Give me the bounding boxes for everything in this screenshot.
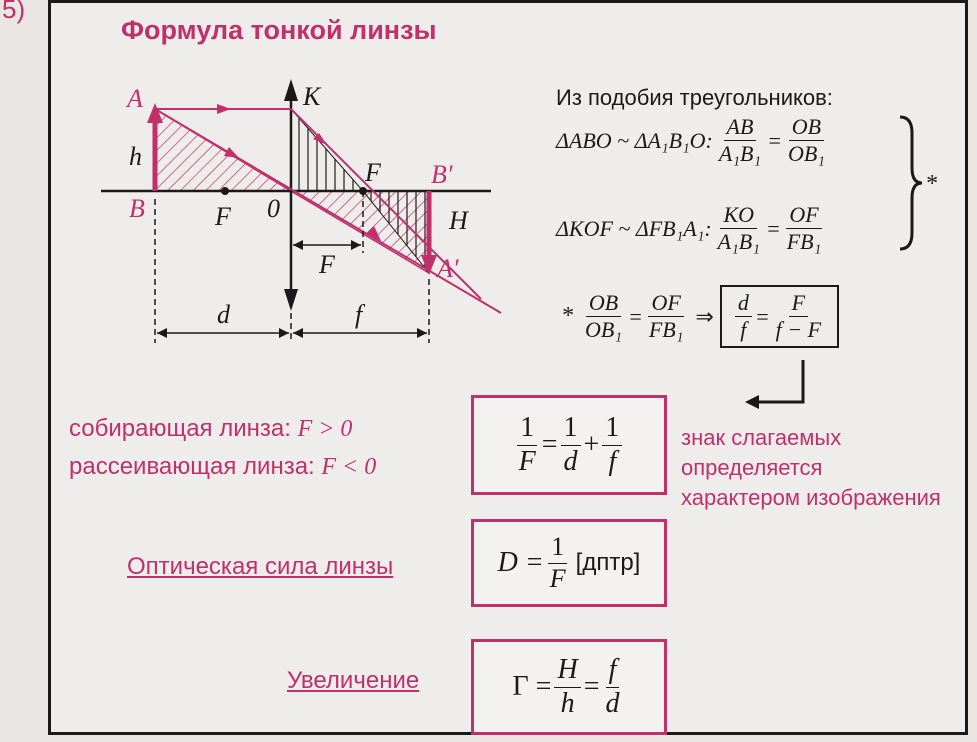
converging-lens-row <box>69 415 352 443</box>
label-f: f <box>355 300 363 329</box>
diverging-label: рассеивающая линза: <box>69 453 322 480</box>
similarity-row-1: ΔABO ~ ΔA₁B₁O: $\frac{AB}{\text{A₁B₁}}$ = $\frac{OB}{\text{OB₁}}$ <box>556 115 831 166</box>
ray-diagram <box>81 73 531 413</box>
lens-arrow-top-icon <box>284 79 298 101</box>
magnification-label: Увеличение <box>287 667 420 694</box>
sign-note <box>681 423 941 513</box>
similarity-row-1-label: ΔABO ~ ΔA₁B₁O: <box>556 127 713 153</box>
brace-star: * <box>925 171 937 197</box>
fraction: $\frac{KO}{\text{A₁B₁}}$ <box>717 202 760 255</box>
label-F-right: F <box>365 158 381 187</box>
derivation-result-box: $\frac{d}{f}$ = $\frac{F}{f - F}$ <box>720 285 839 348</box>
brace-icon <box>896 113 926 253</box>
label-d: d <box>217 300 230 329</box>
dim-arrow-icon <box>417 328 427 338</box>
sign-note-line-1: знак слагаемых <box>681 425 842 450</box>
dim-arrow-icon <box>279 328 289 338</box>
fraction: $\frac{OB}{\text{OB₁}}$ <box>787 114 825 167</box>
magnification-box: Γ = $\frac{H}{h}$ = $\frac{f}{d}$ <box>471 639 667 735</box>
dim-arrow-icon <box>157 328 167 338</box>
fraction: $\frac{OF}{\text{FB₁}}$ <box>786 202 822 255</box>
label-H: H <box>449 206 468 235</box>
label-A: A <box>127 84 143 113</box>
converging-label: собирающая линза: <box>69 415 298 442</box>
label-O: 0 <box>267 194 280 223</box>
bracket-arrow-icon <box>741 358 821 418</box>
similarity-heading: Из подобия треугольников: <box>556 85 833 110</box>
lens-formula-card <box>48 0 968 735</box>
diverging-condition: F < 0 <box>321 454 377 480</box>
ray-arrow-icon <box>217 104 231 114</box>
segment-arrow-right-icon <box>351 240 361 250</box>
label-F-left: F <box>215 202 231 231</box>
label-h: h <box>129 142 142 171</box>
fraction: $\frac{OB}{\text{OB₁}}$ <box>585 290 622 343</box>
label-K: K <box>303 82 321 111</box>
similarity-row-2-label: ΔKOF ~ ΔFB₁A₁: <box>556 215 712 241</box>
lens-arrow-bottom-icon <box>284 289 298 311</box>
converging-condition: F > 0 <box>297 416 353 442</box>
optical-power-box: D = $\frac{1}{F}$ [дптр] <box>471 519 667 607</box>
sign-note-line-3: характером изображения <box>681 485 941 510</box>
label-F-segment: F <box>319 250 335 279</box>
derivation-star: * <box>561 303 573 330</box>
fraction: $\frac{OF}{\text{FB₁}}$ <box>648 290 684 343</box>
similarity-row-2: ΔKOF ~ ΔFB₁A₁: $\frac{KO}{\text{A₁B₁}}$ = $\frac{OF}{\text{FB₁}}$ <box>556 203 827 254</box>
focus-left-dot <box>221 187 229 195</box>
derivation-row: * $\frac{OB}{\text{OB₁}}$ = $\frac{OF}{\text{FB₁}}$ ⇒ $\frac{d}{f}$ = $\frac{F}{f - F}$ <box>561 285 839 348</box>
optical-power-label: Оптическая сила линзы <box>127 553 394 580</box>
label-B-prime: B′ <box>431 160 453 189</box>
thin-lens-formula-box: $\frac{1}{F}$ = $\frac{1}{d}$ + $\frac{1}{f}$ <box>471 395 667 495</box>
implies-icon: ⇒ <box>695 303 714 329</box>
label-A-prime: A′ <box>437 254 459 283</box>
segment-arrow-left-icon <box>293 240 303 250</box>
label-B: B <box>129 194 145 223</box>
diverging-lens-row <box>69 453 376 481</box>
sign-note-line-2: определяется <box>681 455 823 480</box>
fraction: $\frac{AB}{\text{A₁B₁}}$ <box>718 114 762 167</box>
dim-arrow-icon <box>293 328 303 338</box>
triangle-KOF <box>291 109 363 191</box>
section-number: 5) <box>2 0 26 24</box>
page-title: Формула тонкой линзы <box>121 15 437 45</box>
